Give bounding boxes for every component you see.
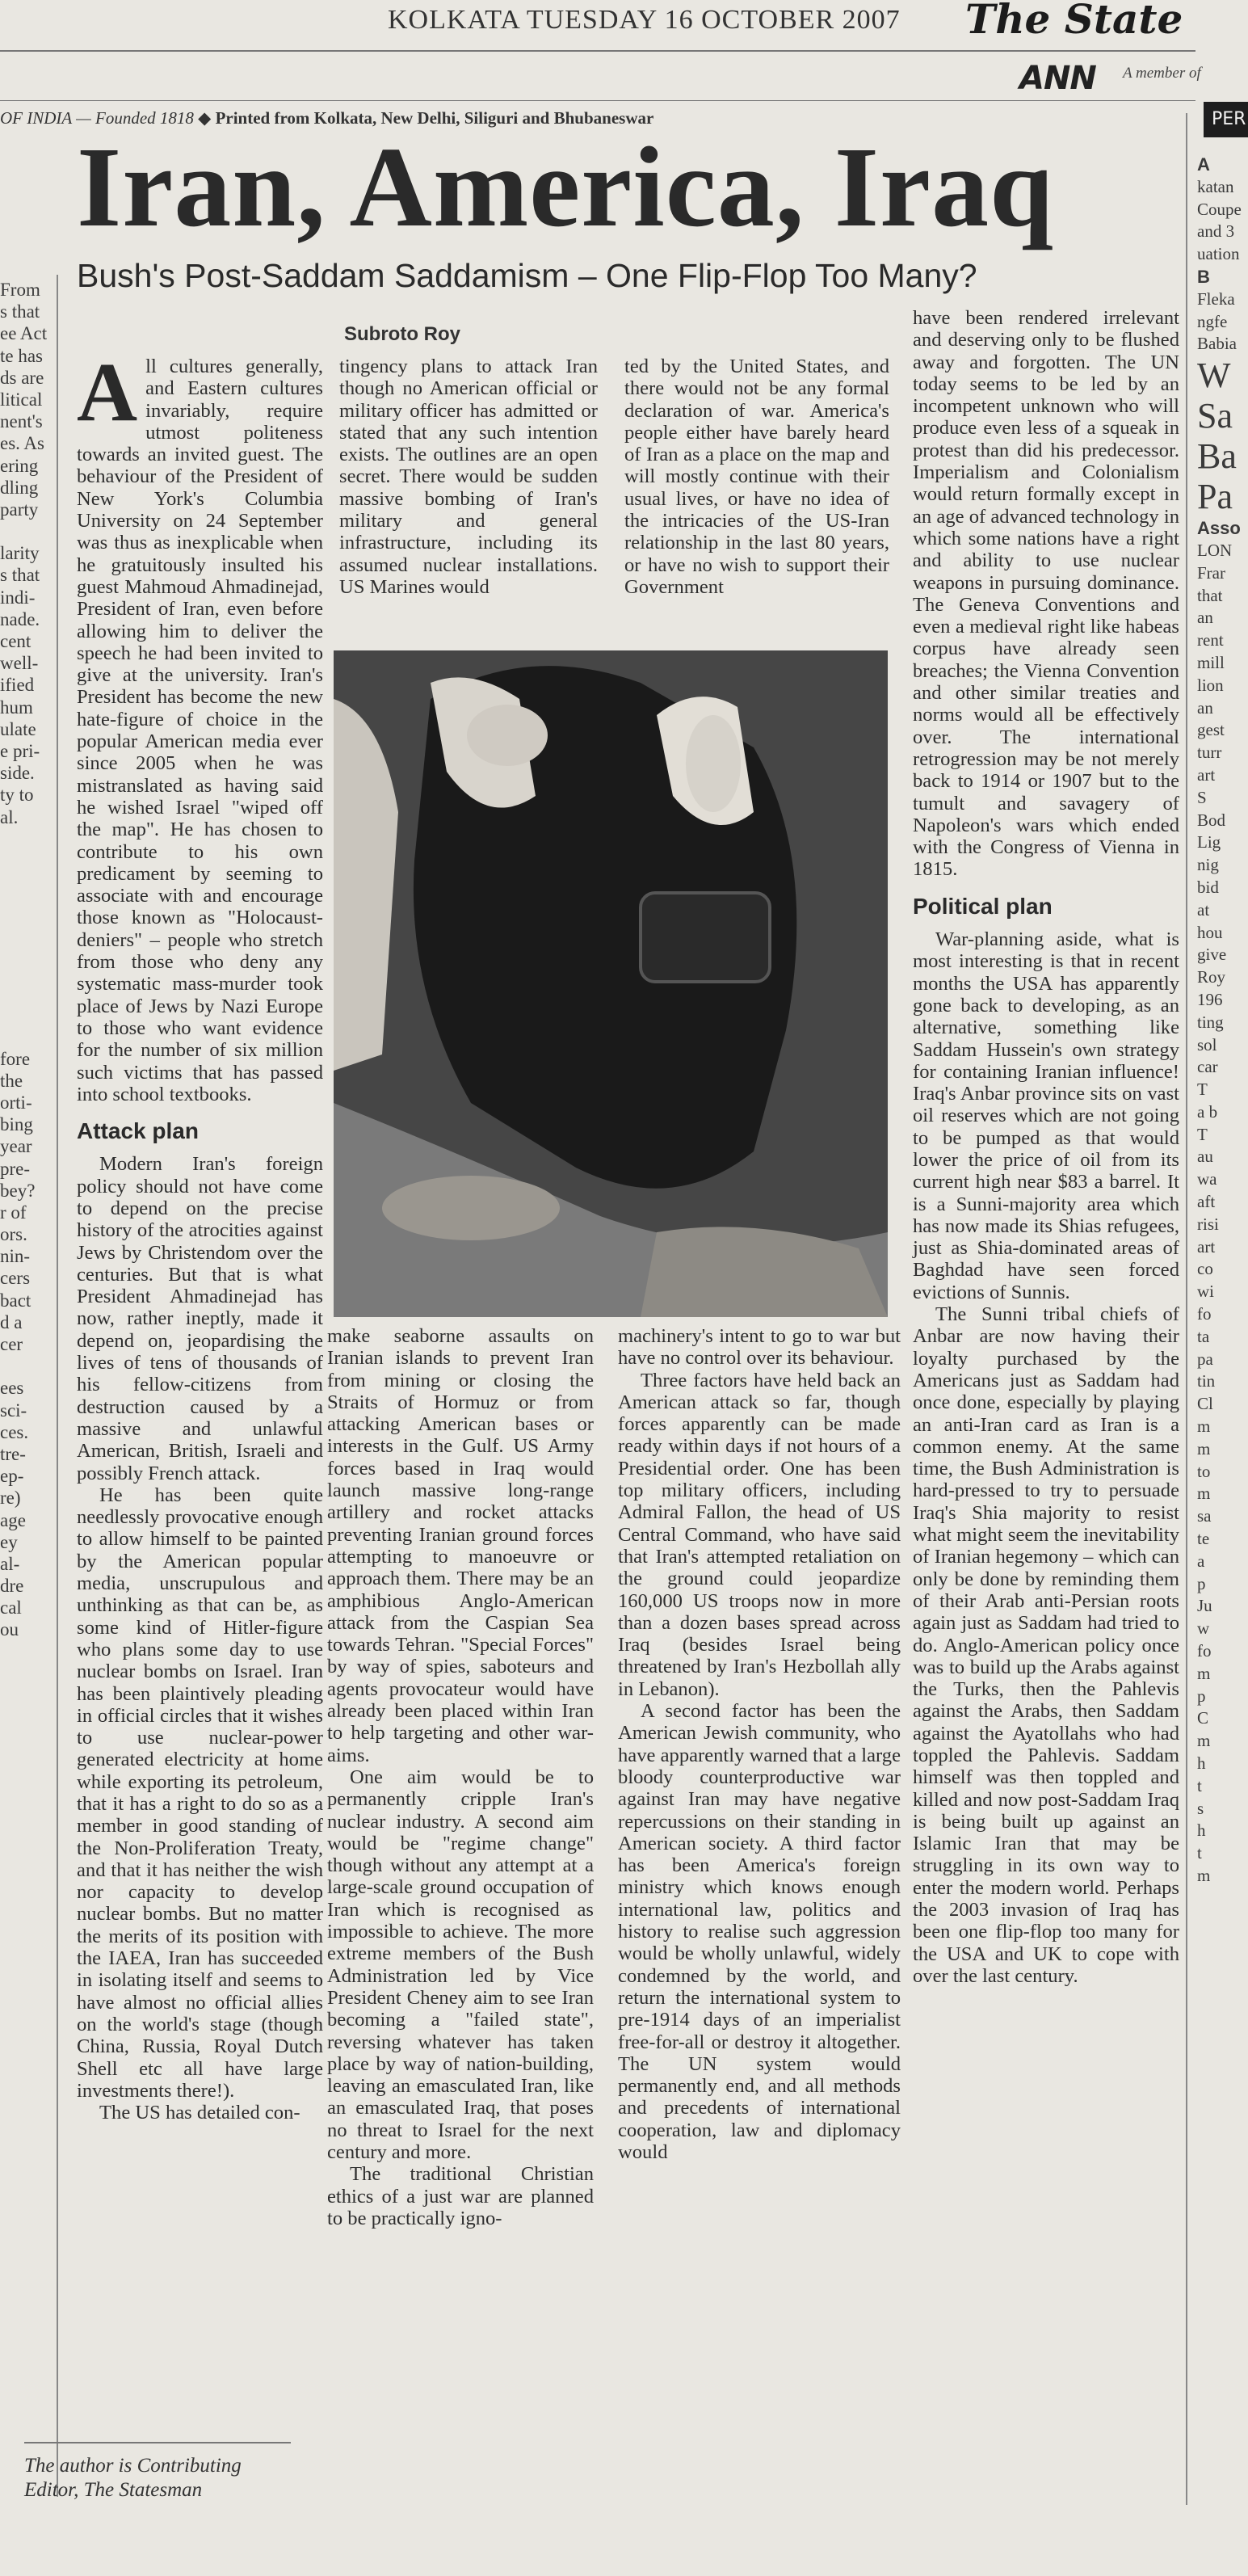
adjacent-text-line: the bbox=[0, 1070, 23, 1091]
adjacent-text-line: art bbox=[1197, 1236, 1216, 1256]
adjacent-text-line: h bbox=[1197, 1753, 1206, 1773]
adjacent-text-line: te has bbox=[0, 345, 44, 366]
masthead-rule-2 bbox=[0, 100, 1195, 101]
adjacent-text-line bbox=[0, 915, 48, 937]
paragraph: ted by the United States, and there would not be any formal declaration of war. America's people either have barely heard of Iran as a place on the map and will mostly continue with their usual lives, or have no idea of the intricacies of the US-Iran relationship in the last 80 years, or have no wish to support their Government bbox=[624, 356, 889, 598]
adjacent-text-line: indi- bbox=[0, 587, 36, 608]
printed-from-text: Printed from Kolkata, New Delhi, Siliguri and Bhubaneswar bbox=[215, 108, 654, 128]
adjacent-text-line: From bbox=[0, 280, 40, 300]
column-rule-right bbox=[1186, 113, 1187, 2505]
dateline: KOLKATA TUESDAY 16 OCTOBER 2007 bbox=[388, 5, 901, 35]
adjacent-text-line: s that bbox=[0, 565, 40, 586]
paragraph: He has been quite needlessly provocative enough to allow himself to be painted by the American popular media, unscrupulous and unthinking as that can be, as some kind of Hitler-figure who plans some day to use nuclear bombs on Israel. Iran has been plaintively pleading in official circles that it wishes to use nuclear-power generated electricity at home while exporting its petroleum, that it has a right to do so as a member in good standing of the Non-Proliferation Treaty, and that it has neither the wish nor capacity to develop nuclear bombs. But no matter the merits of its position with the IAEA, Iran has succeeded in isolating itself and seems to have almost no official allies on the world's stage (though China, Russia, Royal Dutch Shell etc all have large investments there!). bbox=[77, 1484, 323, 2102]
photo-illustration bbox=[334, 650, 888, 1317]
adjacent-text-line bbox=[0, 894, 48, 915]
adjacent-text-line: an bbox=[1197, 697, 1213, 718]
adjacent-text-line: tin bbox=[1197, 1371, 1216, 1391]
adjacent-text-line: well- bbox=[0, 653, 39, 674]
adjacent-text-line: bing bbox=[0, 1114, 33, 1135]
paragraph: Modern Iran's foreign policy should not have come to depend on the precise history of the atrocities against Jews by Christendom over the centuries. But that is what President Ahmadinejad has now, rather ineptly, made it depend on, jeopardising the lives of tens of thousands of his fellow-citizens from destruction caused by a massive and unlawful American, British, Israeli and possibly French attack. bbox=[77, 1153, 323, 1484]
paragraph: tingency plans to attack Iran though no American official or military officer has admitted or stated that any such intention exists. The outlines are an open secret. There would be sudden massive bombing of Iran's military and general infrastructure, including its assumed nuclear installations. US Marines would bbox=[339, 356, 598, 598]
adjacent-text-line: pa bbox=[1197, 1349, 1213, 1369]
adjacent-text-line: Babia bbox=[1197, 334, 1237, 354]
adjacent-text-line bbox=[0, 872, 48, 894]
adjacent-text-line: ep- bbox=[0, 1466, 24, 1487]
dropcap: A bbox=[77, 346, 138, 439]
adjacent-text-line: wi bbox=[1197, 1282, 1214, 1302]
adjacent-text-line: sa bbox=[1197, 1506, 1212, 1526]
adjacent-text-line: ou bbox=[0, 1619, 19, 1640]
adjacent-text-line: m bbox=[1197, 1416, 1211, 1437]
adjacent-text-line: at bbox=[1197, 899, 1210, 920]
adjacent-text-line: T bbox=[1197, 1124, 1208, 1144]
adjacent-text-line: ty to bbox=[0, 785, 34, 806]
adjacent-text-line: art bbox=[1197, 764, 1216, 785]
column-2-top bbox=[339, 356, 598, 598]
paragraph: War-planning aside, what is most interesting is that in recent months the USA has apparently gone back to developing, as an alternative, something like Saddam Hussein's own strategy for containing Iranian influence! Iraq's Anbar province sits on vast oil reserves which are not going to be pumped as that would lower the price of oil from its current high near $83 a barrel. It is a Sunni-majority area which has now made its Shias refugees, just as Shia-dominated areas of Baghdad have seen forced evictions of Sunnis. bbox=[913, 928, 1179, 1303]
adjacent-text-line: bact bbox=[0, 1290, 32, 1311]
newspaper-masthead: The State bbox=[965, 0, 1183, 43]
adjacent-text-line: Bod bbox=[1197, 810, 1226, 830]
adjacent-text-line: r of bbox=[0, 1202, 27, 1223]
adjacent-text-line: ulate bbox=[0, 718, 36, 739]
adjacent-text-line: t bbox=[1197, 1843, 1202, 1863]
adjacent-text-line: d a bbox=[0, 1311, 23, 1332]
adjacent-text-line bbox=[0, 982, 48, 1004]
adjacent-text-line: ey bbox=[0, 1531, 18, 1552]
adjacent-text-line: cer bbox=[0, 1334, 23, 1354]
adjacent-text-line: pre- bbox=[0, 1158, 31, 1179]
adjacent-text-line: rent bbox=[1197, 630, 1224, 650]
paragraph: machinery's intent to go to war but have no control over its behaviour. bbox=[618, 1325, 901, 1370]
adjacent-text-line: tre- bbox=[0, 1443, 26, 1464]
adjacent-text-line: a b bbox=[1197, 1101, 1218, 1122]
adjacent-text-line: year bbox=[0, 1136, 32, 1157]
adjacent-text-line: katan bbox=[1197, 176, 1234, 196]
adjacent-text-line: side. bbox=[0, 763, 35, 784]
adjacent-text-line: nade. bbox=[0, 608, 40, 629]
adjacent-text-line: bid bbox=[1197, 877, 1219, 897]
adjacent-text-line: al. bbox=[0, 806, 19, 827]
photo-protesters-image bbox=[334, 650, 888, 1317]
adjacent-text-line: turr bbox=[1197, 743, 1222, 763]
adjacent-text-line: hum bbox=[0, 697, 33, 718]
adjacent-text-line: p bbox=[1197, 1686, 1206, 1706]
paragraph: ll cultures generally, and Eastern cultures invariably, require utmost politeness towards an invited guest. The behaviour of the President of New York's Columbia University on 24 September was thus as inexplicable when he gratuitously insulted his guest Mahmoud Ahmadinejad, President of Iran, even before allowing him to deliver the speech he had been invited to give at the university. Iran's President has become the new hate-figure of choice in the popular American media ever since 2005 when he was mistranslated as having said he wished Israel "wiped off the map". He has chosen to contribute to his own predicament by seeming to associate with and encourage those known as "Holocaust-deniers" – people who stretch from those who deny any systematic mass-murder took place of Jews by Nazi Europe to those who want evidence for the number of six million such victims that has passed into school textbooks. bbox=[77, 356, 323, 1105]
adjacent-text-line: ngfe bbox=[1197, 311, 1228, 331]
adjacent-text-line: Coupe bbox=[1197, 199, 1242, 219]
adjacent-text-line: ting bbox=[1197, 1012, 1224, 1032]
adjacent-text-line: es. As bbox=[0, 433, 44, 454]
heading-attack-plan: Attack plan bbox=[77, 1118, 199, 1144]
adjacent-text-line: h bbox=[1197, 1820, 1206, 1841]
adjacent-text-line: t bbox=[1197, 1775, 1202, 1795]
adjacent-text-line: lion bbox=[1197, 675, 1224, 695]
adjacent-text-line: to bbox=[1197, 1461, 1211, 1481]
heading-political-plan: Political plan bbox=[913, 893, 1053, 919]
adjacent-text-line: Lig bbox=[1197, 832, 1221, 852]
adjacent-text-line: ering bbox=[0, 455, 39, 476]
adjacent-text-line: and 3 bbox=[1197, 221, 1235, 242]
adjacent-text-line: Sa bbox=[1197, 396, 1233, 436]
adjacent-text-line: re) bbox=[0, 1488, 21, 1509]
adjacent-text-line: C bbox=[1197, 1708, 1209, 1728]
subheadline: Bush's Post-Saddam Saddamism – One Flip-Flop Too Many? bbox=[77, 257, 977, 294]
right-adjacent-article bbox=[1197, 154, 1248, 1888]
column-4 bbox=[913, 307, 1179, 1987]
adjacent-text-line: A bbox=[1197, 154, 1210, 175]
adjacent-text-line: ees bbox=[0, 1378, 24, 1399]
paragraph: have been rendered irrelevant and deserving only to be flushed away and forgotten. The UN today seems to be led by an incompetent unknown who will produce even less of a squeak in protest than did his predecessor. Imperialism and Colonialism would return formally except in an age of advanced technology in which some nations have a right and ability to use nuclear weapons in pursuing dominance. The Geneva Conventions and even a medieval right like habeas corpus have already seen breaches; the Vienna Convention and other similar treaties and norms would all be effectively over. The international retrogression may be not merely back to 1914 or 1907 but to the tumult and savagery of Napoleon's wars which ended with the Congress of Vienna in 1815. bbox=[913, 307, 1179, 881]
adjacent-text-line: w bbox=[1197, 1618, 1210, 1639]
adjacent-text-line: an bbox=[1197, 608, 1213, 628]
adjacent-text-line: ors. bbox=[0, 1224, 27, 1245]
adjacent-text-line: nin- bbox=[0, 1246, 31, 1267]
column-3-bottom bbox=[618, 1325, 901, 2163]
adjacent-text-line: cers bbox=[0, 1268, 31, 1289]
column-rule-left bbox=[57, 275, 58, 2497]
paragraph: make seaborne assaults on Iranian islands to prevent Iran from mining or closing the Straits of Hormuz or from attacking American bases or interests in the Gulf. US Army forces based in Iraq would launch massive long-range artillery and rocket attacks preventing Iranian ground forces attempting to manoeuvre or approach them. There may be an amphibious Anglo-American attack from the Caspian Sea towards Tehran. "Special Forces" by way of spies, saboteurs and agents provocateur would have already been placed within Iran to help targeting and other war-aims. bbox=[327, 1325, 594, 1766]
adjacent-text-line: Frar bbox=[1197, 562, 1225, 583]
adjacent-text-line: au bbox=[1197, 1147, 1213, 1167]
adjacent-text-line: T bbox=[1197, 1080, 1208, 1100]
adjacent-text-line: age bbox=[0, 1509, 26, 1530]
adjacent-text-line: a bbox=[1197, 1551, 1205, 1571]
adjacent-text-line: ified bbox=[0, 675, 35, 696]
adjacent-text-line bbox=[0, 960, 48, 982]
adjacent-text-line: fore bbox=[0, 1048, 31, 1069]
adjacent-text-line: Pa bbox=[1197, 477, 1233, 517]
diamond-icon: ◆ bbox=[198, 108, 216, 128]
adjacent-text-line: 196 bbox=[1197, 989, 1223, 1009]
adjacent-text-line bbox=[0, 828, 48, 850]
adjacent-text-line: dling bbox=[0, 477, 39, 498]
adjacent-text-line: cal bbox=[0, 1597, 22, 1618]
footnote-rule bbox=[24, 2442, 291, 2443]
paragraph: The Sunni tribal chiefs of Anbar are now having their loyalty purchased by the Americans just as Saddam had once done, especially by playing an anti-Iran card as Iran is a common enemy. At the same time, the Bush Administration is hard-pressed to try to persuade Iraq's Shia majority to resist what might seem the inevitability of Iranian hegemony – which can only be done by reminding them of their Arab anti-Persian roots again just as Saddam had tried to do. Anglo-American policy once was to build up the Arabs against the Turks, then the Pahlevis against the Arabs, then Saddam against the Ayatollahs who had toppled the Pahlevis. Saddam himself was then toppled and killed and now post-Saddam Iraq is being built up against an Islamic Iran that may be struggling in its own way to enter the modern world. Perhaps the 2003 invasion of Iraq has been one flip-flop too many for the USA and UK to cope with over the last century. bbox=[913, 1303, 1179, 1987]
adjacent-text-line: Roy bbox=[1197, 967, 1226, 987]
adjacent-text-line: m bbox=[1197, 1438, 1211, 1458]
ann-logo: ANN bbox=[1019, 60, 1096, 97]
adjacent-text-line: car bbox=[1197, 1057, 1218, 1077]
adjacent-text-line: e pri- bbox=[0, 740, 40, 761]
adjacent-text-line bbox=[0, 1025, 48, 1047]
adjacent-text-line: co bbox=[1197, 1259, 1213, 1279]
paragraph: A second factor has been the American Jewish community, who have apparently warned that a large bloody counterproductive war against Iran may have negative repercussions on their standing in American society. A third factor has been America's foreign ministry which knows enough international law, politics and history to realise such aggression would be wholly unlawful, widely condemned by the world, and return the international system to pre-1914 days of an imperialist free-for-all or destroy it altogether. The UN system would permanently end, and all methods and precedents of international cooperation, law and diplomacy would bbox=[618, 1700, 901, 2163]
adjacent-text-line: ee Act bbox=[0, 323, 48, 344]
paragraph: The traditional Christian ethics of a just war are planned to be practically igno- bbox=[327, 2163, 594, 2229]
paragraph: Three factors have held back an American attack so far, though forces apparently can be made ready within days if not hours of a Presidential order. One has been top military officers, including Admiral Fallon, the head of US Central Command, who have said that Iran's attempted retaliation on the ground could jeopardize 160,000 US troops now in more than a dozen bases spread across Iraq (besides Israel being threatened by Iran's Hezbollah ally in Lebanon). bbox=[618, 1369, 901, 1700]
adjacent-text-line: fo bbox=[1197, 1641, 1212, 1661]
adjacent-text-line bbox=[0, 938, 48, 960]
adjacent-text-line: party bbox=[0, 499, 39, 520]
adjacent-text-line: ces. bbox=[0, 1421, 29, 1442]
adjacent-text-line: s that bbox=[0, 301, 40, 322]
adjacent-text-line: Asso bbox=[1197, 518, 1241, 539]
section-tab: PER bbox=[1204, 102, 1248, 137]
adjacent-text-line: ta bbox=[1197, 1326, 1210, 1346]
left-adjacent-article bbox=[0, 279, 48, 1641]
adjacent-text-line: nig bbox=[1197, 855, 1219, 875]
adjacent-text-line: mill bbox=[1197, 652, 1225, 672]
adjacent-text-line: B bbox=[1197, 266, 1210, 287]
founded-text: OF INDIA — Founded 1818 bbox=[0, 108, 194, 128]
adjacent-text-line: Fleka bbox=[1197, 288, 1235, 309]
adjacent-text-line: that bbox=[1197, 585, 1223, 605]
adjacent-text-line: S bbox=[1197, 787, 1207, 807]
ann-member-text: A member of bbox=[1123, 65, 1201, 82]
adjacent-text-line: Ju bbox=[1197, 1596, 1212, 1616]
adjacent-text-line: litical bbox=[0, 389, 43, 410]
adjacent-text-line bbox=[0, 520, 48, 542]
column-3-top bbox=[624, 356, 889, 598]
adjacent-text-line: wa bbox=[1197, 1169, 1217, 1189]
headline: Iran, America, Iraq bbox=[77, 123, 1055, 250]
adjacent-text-line: hou bbox=[1197, 922, 1223, 942]
adjacent-text-line: aft bbox=[1197, 1192, 1216, 1212]
adjacent-text-line: dre bbox=[0, 1576, 24, 1597]
adjacent-text-line: orti- bbox=[0, 1092, 32, 1113]
adjacent-text-line: s bbox=[1197, 1798, 1204, 1818]
byline: Subroto Roy bbox=[344, 323, 460, 345]
adjacent-text-line: p bbox=[1197, 1573, 1206, 1593]
adjacent-text-line: te bbox=[1197, 1529, 1210, 1549]
adjacent-text-line: larity bbox=[0, 543, 40, 564]
adjacent-text-line: al- bbox=[0, 1553, 20, 1574]
adjacent-text-line: give bbox=[1197, 945, 1227, 965]
adjacent-text-line: m bbox=[1197, 1484, 1211, 1504]
adjacent-text-line: sci- bbox=[0, 1400, 27, 1421]
adjacent-text-line: m bbox=[1197, 1663, 1211, 1683]
adjacent-text-line: bey? bbox=[0, 1180, 36, 1201]
adjacent-text-line bbox=[0, 850, 48, 872]
adjacent-text-line: m bbox=[1197, 1865, 1211, 1885]
author-footnote: The author is Contributing Editor, The Statesman bbox=[24, 2455, 242, 2501]
adjacent-text-line: risi bbox=[1197, 1214, 1219, 1234]
column-2-bottom bbox=[327, 1325, 594, 2229]
paragraph: One aim would be to permanently cripple Iran's nuclear industry. A second aim would be "regime change" though without any attempt at a large-scale ground occupation of Iran which is recognised as impossible to achieve. The more extreme members of the Bush Administration led by Vice President Cheney aim to see Iran becoming a "failed state", reversing whatever has taken place by way of nation-building, leaving an emasculated Iran, like an emasculated Iraq, that poses no threat to Israel for the next century and more. bbox=[327, 1766, 594, 2163]
masthead-rule bbox=[0, 50, 1195, 52]
adjacent-text-line: ds are bbox=[0, 367, 44, 388]
adjacent-text-line: nent's bbox=[0, 411, 43, 432]
paragraph: The US has detailed con- bbox=[99, 2102, 300, 2124]
adjacent-text-line: fo bbox=[1197, 1304, 1212, 1324]
adjacent-text-line: gest bbox=[1197, 720, 1225, 740]
adjacent-text-line: m bbox=[1197, 1731, 1211, 1751]
adjacent-text-line: Ba bbox=[1197, 436, 1237, 477]
adjacent-text-line: cent bbox=[0, 631, 32, 651]
adjacent-text-line bbox=[0, 1004, 48, 1025]
adjacent-text-line bbox=[0, 1355, 48, 1377]
adjacent-text-line: sol bbox=[1197, 1034, 1217, 1054]
adjacent-text-line: uation bbox=[1197, 244, 1240, 264]
column-1 bbox=[77, 346, 323, 2124]
adjacent-text-line: LON bbox=[1197, 540, 1233, 560]
adjacent-text-line: Cl bbox=[1197, 1394, 1213, 1414]
adjacent-text-line: W bbox=[1197, 356, 1231, 396]
